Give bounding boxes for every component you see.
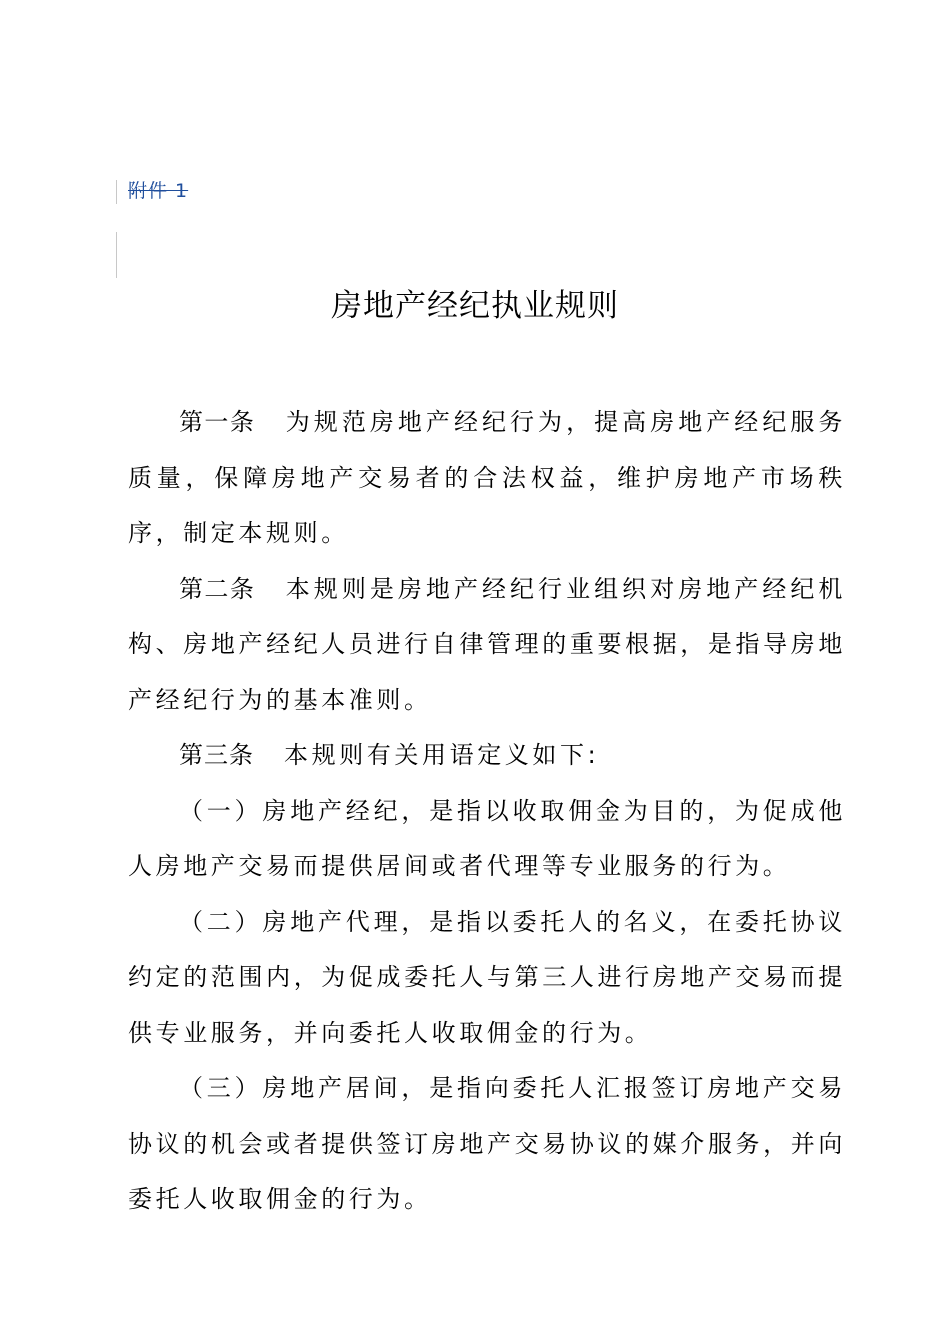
article-text: 本规则是房地产经纪行业组织对房地产经纪机构、房地产经纪人员进行自律管理的重要根据，是指导房地产经纪行为的基本准则。 xyxy=(128,574,847,714)
margin-mark-bottom xyxy=(116,232,117,278)
article-label: 第二条 xyxy=(179,574,256,603)
article-label: 第三条 xyxy=(179,741,254,769)
attachment-label: 附件 1 xyxy=(128,180,189,202)
article-1 xyxy=(128,395,846,562)
article-label: 第一条 xyxy=(179,408,256,436)
definition-text: （三）房地产居间，是指向委托人汇报签订房地产交易协议的机会或者提供签订房地产交易协议的媒介服务，并向委托人收取佣金的行为。 xyxy=(128,1074,846,1213)
margin-mark-top xyxy=(116,180,117,204)
document-title: 房地产经纪执业规则 xyxy=(331,288,619,324)
definition-1 xyxy=(128,784,846,895)
article-text: 为规范房地产经纪行为，提高房地产经纪服务质量，保障房地产交易者的合法权益，维护房地产市场秩序，制定本规则。 xyxy=(128,408,847,547)
definition-3 xyxy=(128,1061,846,1228)
definition-2 xyxy=(128,895,846,1062)
document-body xyxy=(128,395,846,1228)
article-2 xyxy=(128,562,846,729)
article-text: 本规则有关用语定义如下: xyxy=(284,741,600,769)
definition-text: （一）房地产经纪，是指以收取佣金为目的，为促成他人房地产交易而提供居间或者代理等专业服务的行为。 xyxy=(128,796,846,880)
definition-text: （二）房地产代理，是指以委托人的名义，在委托协议约定的范围内，为促成委托人与第三人进行房地产交易而提供专业服务，并向委托人收取佣金的行为。 xyxy=(128,907,846,1047)
article-3 xyxy=(128,728,846,784)
